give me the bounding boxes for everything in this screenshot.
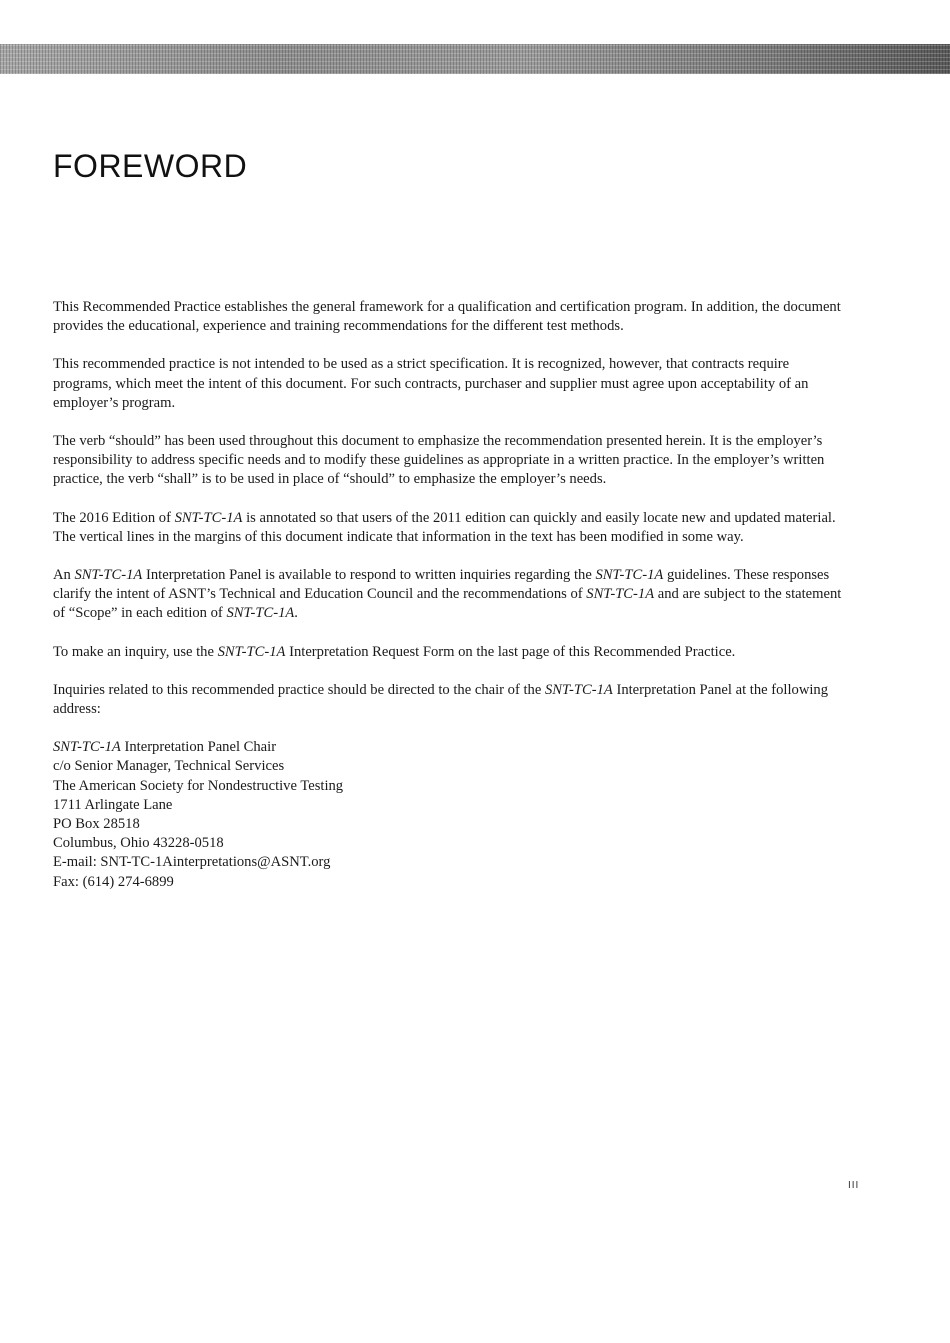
text-span: The 2016 Edition of <box>53 509 175 526</box>
paragraph-should-verb: The verb “should” has been used throughout this document to emphasize the recommendation presented herein. It is the employer’s responsibility to address specific needs and to modify these guidelines as appropriate in a written practice. In the employer’s written practice, the verb “shall” is to be used in place of “should” to emphasize the employer’s needs. <box>53 433 825 488</box>
page-number: III <box>848 1180 860 1191</box>
text-span: An <box>53 567 75 584</box>
document-title-italic: SNT-TC-1A <box>217 643 286 660</box>
foreword-body <box>53 298 843 892</box>
paragraph-interpretation-panel <box>53 566 843 624</box>
text-span: and are subject to the statement of “Scope” in each edition of <box>53 586 842 622</box>
paragraph-framework: This Recommended Practice establishes the general framework for a qualification and certification program. In addition, the document provides the educational, experience and training recommendations for the different test methods. <box>53 299 841 335</box>
paragraph-address-intro <box>53 681 843 719</box>
address-line-street: 1711 Arlingate Lane <box>53 796 173 813</box>
document-title-italic: SNT-TC-1A <box>595 567 664 584</box>
paragraph-annotation <box>53 509 843 547</box>
address-line-po-box: PO Box 28518 <box>53 816 140 833</box>
text-span: Interpretation Panel at the following address: <box>53 681 829 718</box>
address-line-recipient <box>53 738 843 757</box>
document-title-italic: SNT-TC-1A <box>586 586 655 603</box>
address-line-attention: c/o Senior Manager, Technical Services <box>53 758 285 775</box>
address-line-organization: The American Society for Nondestructive Testing <box>53 777 344 794</box>
address-line-city: Columbus, Ohio 43228-0518 <box>53 835 224 852</box>
text-span: . <box>294 605 298 622</box>
paragraph-inquiry <box>53 643 843 662</box>
document-title-italic: SNT-TC-1A <box>226 605 295 622</box>
document-title-italic: SNT-TC-1A <box>174 509 243 526</box>
document-title-italic: SNT-TC-1A <box>74 567 143 584</box>
text-span: guidelines. These responses clarify the intent of ASNT’s Technical and Education Council and the recommendations of <box>53 567 830 603</box>
text-span: is annotated so that users of the 2011 edition can quickly and easily locate new and updated material. The vertical lines in the margins of this document indicate that information in the text has been modified in some way. <box>53 509 836 545</box>
header-texture-band <box>0 44 950 74</box>
text-span: Inquiries related to this recommended practice should be directed to the chair of the <box>53 681 545 698</box>
document-title-italic: SNT-TC-1A <box>53 739 121 756</box>
text-span: To make an inquiry, use the <box>53 643 218 660</box>
mailing-address <box>53 738 843 892</box>
document-title-italic: SNT-TC-1A <box>544 681 613 698</box>
text-span: Interpretation Panel is available to respond to written inquiries regarding the <box>142 567 596 584</box>
address-line-fax: Fax: (614) 274-6899 <box>53 873 174 890</box>
address-line-email: E-mail: SNT-TC-1Ainterpretations@ASNT.org <box>53 854 331 871</box>
page-title: FOREWORD <box>53 148 248 184</box>
paragraph-specification: This recommended practice is not intended to be used as a strict specification. It is recognized, however, that contracts require programs, which meet the intent of this document. For such contracts, purchaser and supplier must agree upon acceptability of an employer’s program. <box>53 356 809 411</box>
text-span: Interpretation Panel Chair <box>120 739 277 756</box>
text-span: Interpretation Request Form on the last page of this Recommended Practice. <box>285 643 736 660</box>
